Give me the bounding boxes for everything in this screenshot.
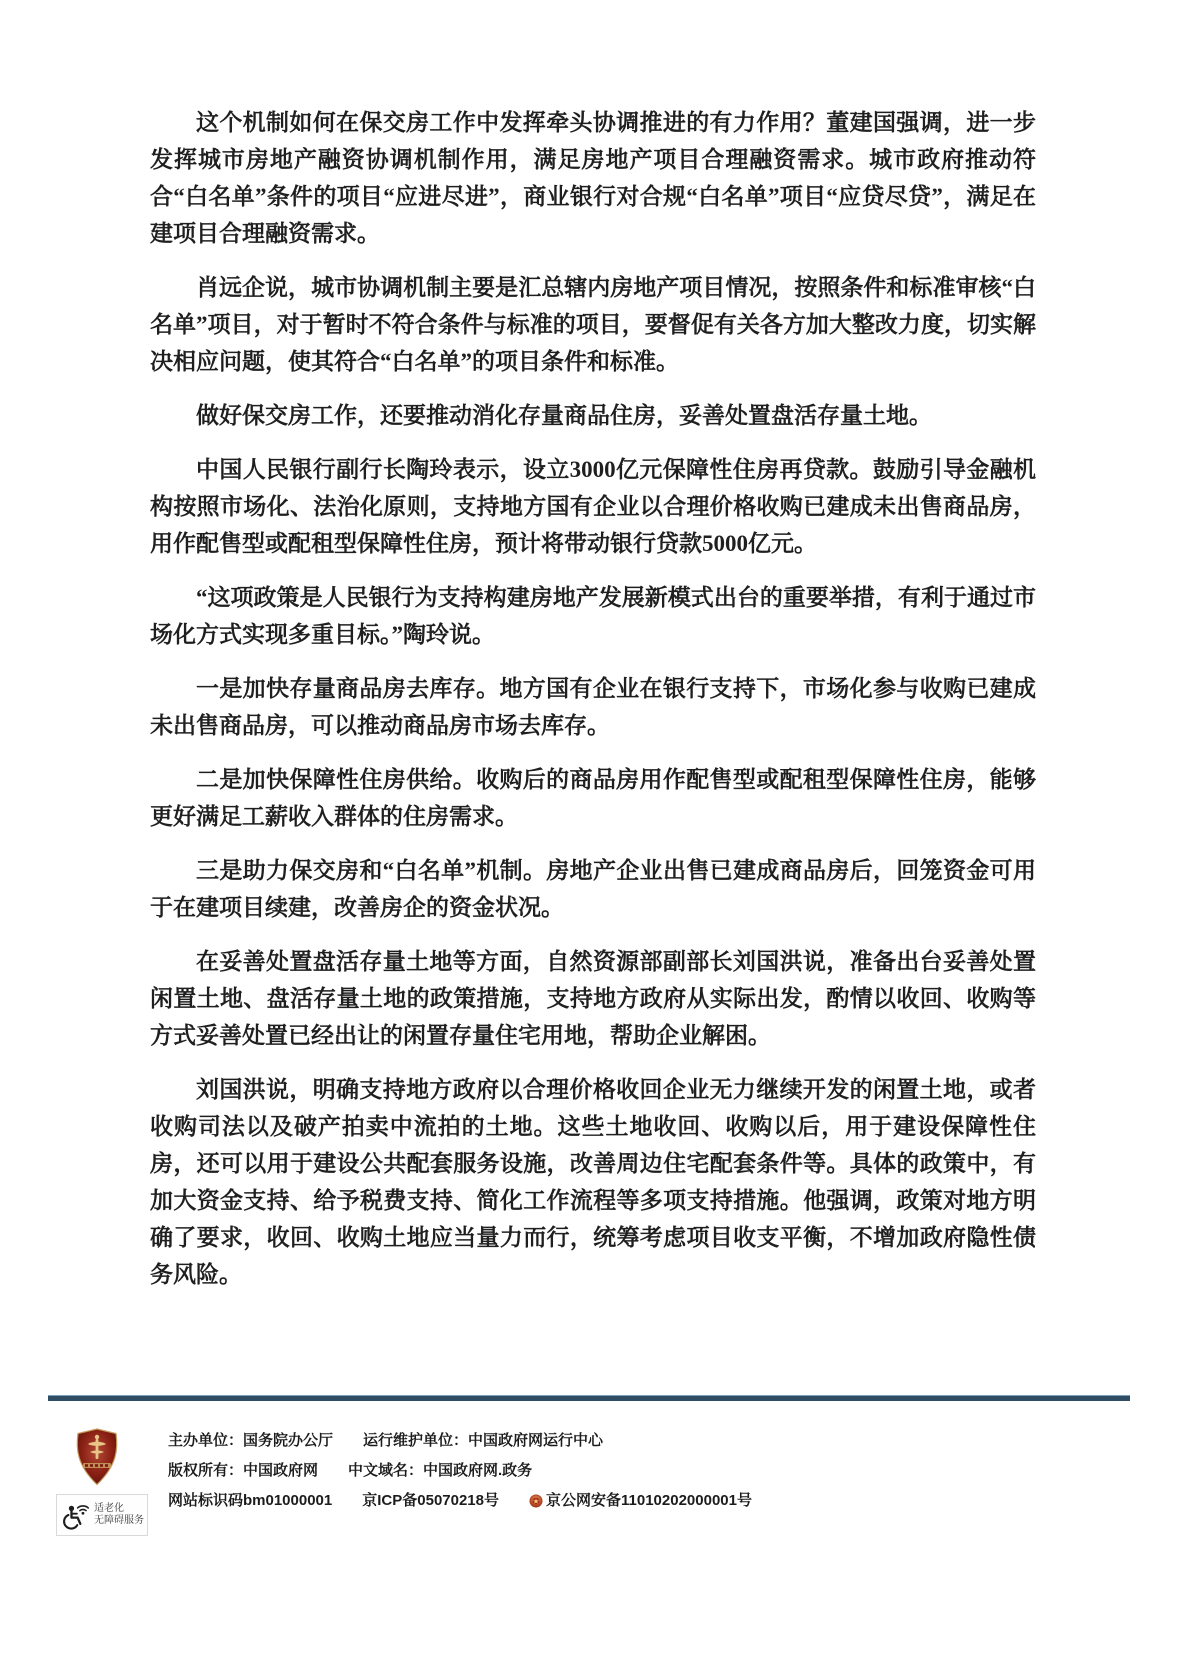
footer-row-units	[168, 1433, 752, 1463]
wheelchair-wifi-icon	[60, 1499, 90, 1531]
accessibility-label-line1: 适老化	[94, 1503, 124, 1514]
accessibility-label-line2: 无障碍服务	[94, 1515, 144, 1526]
cn-domain-label: 中文域名：中国政府网.政务	[348, 1462, 533, 1479]
article-paragraph: 一是加快存量商品房去库存。地方国有企业在银行支持下，市场化参与收购已建成未出售商品房，可以推动商品房市场去库存。	[150, 676, 1036, 738]
article-paragraph: 中国人民银行副行长陶玲表示，设立3000亿元保障性住房再贷款。鼓励引导金融机构按照市场化、法治化原则，支持地方国有企业以合理价格收购已建成未出售商品房，用作配售型或配租型保障性住房，预计将带动银行贷款5000亿元。	[150, 457, 1036, 556]
article-paragraph: 做好保交房工作，还要推动消化存量商品住房，妥善处置盘活存量土地。	[196, 403, 932, 428]
article-paragraph: 肖远企说，城市协调机制主要是汇总辖内房地产项目情况，按照条件和标准审核“白名单”项目，对于暂时不符合条件与标准的项目，要督促有关各方加大整改力度，切实解决相应问题，使其符合“白名单”的项目条件和标准。	[150, 275, 1036, 374]
site-code-label: 网站标识码bm01000001	[168, 1492, 333, 1509]
article-paragraph: 三是助力保交房和“白名单”机制。房地产企业出售已建成商品房后，回笼资金可用于在建项目续建，改善房企的资金状况。	[150, 858, 1036, 920]
article-paragraph: 刘国洪说，明确支持地方政府以合理价格收回企业无力继续开发的闲置土地，或者收购司法以及破产拍卖中流拍的土地。这些土地收回、收购以后，用于建设保障性住房，还可以用于建设公共配套服务设施，改善周边住宅配套条件等。具体的政策中，有加大资金支持、给予税费支持、简化工作流程等多项支持措施。他强调，政策对地方明确了要求，收回、收购土地应当量力而行，统筹考虑项目收支平衡，不增加政府隐性债务风险。	[150, 1077, 1036, 1287]
police-record-link[interactable]: 京公网安备11010202000001号	[546, 1492, 752, 1509]
article-paragraph: 二是加快保障性住房供给。收购后的商品房用作配售型或配租型保障性住房，能够更好满足工薪收入群体的住房需求。	[150, 767, 1036, 829]
footer-text-block	[168, 1433, 752, 1523]
govcn-shield-icon	[74, 1428, 120, 1486]
icp-license-link[interactable]: 京ICP备05070218号	[362, 1492, 499, 1509]
govcn-logo-link[interactable]	[74, 1428, 120, 1486]
article-paragraph: 在妥善处置盘活存量土地等方面，自然资源部副部长刘国洪说，准备出台妥善处置闲置土地、盘活存量土地的政策措施，支持地方政府从实际出发，酌情以收回、收购等方式妥善处置已经出让的闲置存量住宅用地，帮助企业解困。	[150, 949, 1036, 1048]
article-paragraph: 这个机制如何在保交房工作中发挥牵头协调推进的有力作用？董建国强调，进一步发挥城市房地产融资协调机制作用，满足房地产项目合理融资需求。城市政府推动符合“白名单”条件的项目“应进尽进”，商业银行对合规“白名单”项目“应贷尽贷”，满足在建项目合理融资需求。	[150, 110, 1036, 246]
maintain-unit-label: 运行维护单位：中国政府网运行中心	[363, 1432, 604, 1449]
footer-row-copyright	[168, 1463, 752, 1493]
host-unit-label: 主办单位：国务院办公厅	[168, 1432, 334, 1449]
footer-row-registration	[168, 1493, 752, 1523]
article-body	[150, 104, 1036, 1310]
accessibility-label	[94, 1503, 144, 1527]
article-paragraph: “这项政策是人民银行为支持构建房地产发展新模式出台的重要举措，有利于通过市场化方式实现多重目标。”陶玲说。	[150, 585, 1036, 647]
copyright-label: 版权所有：中国政府网	[168, 1462, 319, 1479]
police-record-wrap	[529, 1493, 752, 1509]
accessibility-service-button[interactable]	[56, 1494, 148, 1536]
police-badge-icon	[529, 1494, 543, 1509]
footer-divider	[48, 1395, 1130, 1401]
